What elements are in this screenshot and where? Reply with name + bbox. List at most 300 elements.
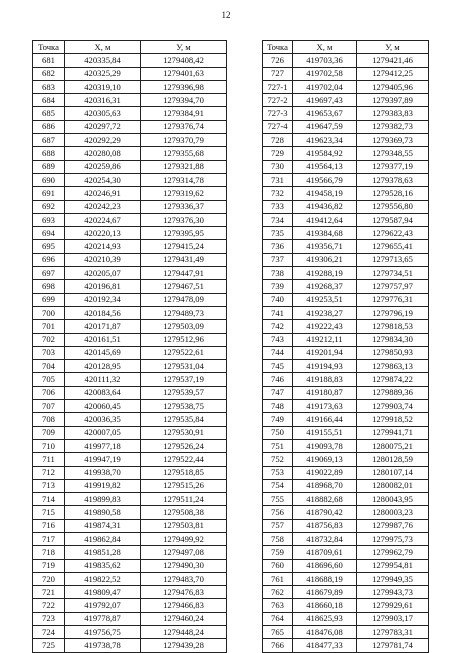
cell-x: 419938,70 (65, 466, 141, 479)
cell-point: 720 (33, 572, 65, 585)
cell-y: 1279949,35 (357, 572, 429, 585)
table-row (33, 466, 227, 479)
cell-point: 766 (263, 639, 293, 652)
table-row (33, 400, 227, 413)
cell-point: 700 (33, 306, 65, 319)
table-row (263, 160, 429, 173)
cell-point: 728 (263, 134, 293, 147)
cell-x: 419188,83 (293, 373, 357, 386)
cell-point: 762 (263, 586, 293, 599)
cell-y: 1279903,17 (357, 612, 429, 625)
table-body (263, 54, 429, 652)
cell-x: 420316,31 (65, 94, 141, 107)
cell-y: 1279515,26 (141, 479, 227, 492)
cell-y: 1279783,31 (357, 626, 429, 639)
cell-x: 420214,93 (65, 240, 141, 253)
cell-y: 1280082,01 (357, 479, 429, 492)
cell-y: 1279734,51 (357, 267, 429, 280)
cell-x: 419899,83 (65, 493, 141, 506)
cell-point: 703 (33, 346, 65, 359)
cell-y: 1280003,23 (357, 506, 429, 519)
table-row (263, 373, 429, 386)
cell-x: 420184,56 (65, 306, 141, 319)
cell-y: 1279395,95 (141, 227, 227, 240)
cell-y: 1279522,44 (141, 453, 227, 466)
table-row (33, 267, 227, 280)
cell-x: 419703,36 (293, 54, 357, 67)
cell-point: 708 (33, 413, 65, 426)
cell-x: 419874,31 (65, 519, 141, 532)
cell-y: 1280107,14 (357, 466, 429, 479)
table-row (263, 413, 429, 426)
cell-x: 420319,10 (65, 80, 141, 93)
cell-point: 701 (33, 320, 65, 333)
table-row (33, 94, 227, 107)
cell-y: 1279466,83 (141, 599, 227, 612)
cell-y: 1279382,73 (357, 120, 429, 133)
cell-point: 683 (33, 80, 65, 93)
cell-y: 1279383,83 (357, 107, 429, 120)
cell-y: 1279776,31 (357, 293, 429, 306)
column-header-point: Точка (33, 41, 65, 54)
cell-point: 727-1 (263, 80, 293, 93)
table-row (263, 120, 429, 133)
cell-x: 419919,82 (65, 479, 141, 492)
cell-point: 734 (263, 213, 293, 226)
cell-point: 723 (33, 612, 65, 625)
cell-point: 760 (263, 559, 293, 572)
cell-x: 419212,11 (293, 333, 357, 346)
cell-point: 695 (33, 240, 65, 253)
cell-y: 1279941,71 (357, 426, 429, 439)
cell-y: 1279530,91 (141, 426, 227, 439)
table-row (33, 426, 227, 439)
cell-y: 1279321,88 (141, 160, 227, 173)
table-row (263, 426, 429, 439)
cell-y: 1279757,97 (357, 280, 429, 293)
cell-y: 1279903,74 (357, 400, 429, 413)
table-row (263, 506, 429, 519)
cell-x: 420060,45 (65, 400, 141, 413)
cell-y: 1279384,91 (141, 107, 227, 120)
table-row (263, 599, 429, 612)
table-row (263, 360, 429, 373)
cell-y: 1279889,36 (357, 386, 429, 399)
table-row (263, 187, 429, 200)
cell-x: 418709,61 (293, 546, 357, 559)
cell-x: 419584,92 (293, 147, 357, 160)
cell-point: 688 (33, 147, 65, 160)
cell-point: 716 (33, 519, 65, 532)
table-row (33, 599, 227, 612)
cell-x: 419238,27 (293, 306, 357, 319)
cell-point: 739 (263, 280, 293, 293)
cell-x: 420196,81 (65, 280, 141, 293)
cell-x: 419835,62 (65, 559, 141, 572)
cell-x: 418968,70 (293, 479, 357, 492)
table-row (263, 306, 429, 319)
cell-y: 1279394,70 (141, 94, 227, 107)
table-row (33, 147, 227, 160)
cell-point: 710 (33, 439, 65, 452)
cell-x: 419022,89 (293, 466, 357, 479)
cell-y: 1279535,84 (141, 413, 227, 426)
table-row (263, 546, 429, 559)
table-row (33, 586, 227, 599)
cell-point: 735 (263, 227, 293, 240)
cell-x: 419702,04 (293, 80, 357, 93)
table-row (263, 107, 429, 120)
cell-x: 420083,64 (65, 386, 141, 399)
cell-y: 1279412,25 (357, 67, 429, 80)
cell-x: 420220,13 (65, 227, 141, 240)
cell-x: 420297,72 (65, 120, 141, 133)
cell-x: 420246,91 (65, 187, 141, 200)
cell-y: 1279587,94 (357, 213, 429, 226)
cell-y: 1279943,73 (357, 586, 429, 599)
table-row (263, 200, 429, 213)
cell-x: 419173,63 (293, 400, 357, 413)
cell-point: 702 (33, 333, 65, 346)
cell-point: 756 (263, 506, 293, 519)
cell-y: 1279556,80 (357, 200, 429, 213)
cell-point: 686 (33, 120, 65, 133)
cell-point: 733 (263, 200, 293, 213)
table-row (33, 54, 227, 67)
table-row (263, 439, 429, 452)
cell-x: 419356,71 (293, 240, 357, 253)
cell-point: 692 (33, 200, 65, 213)
table-row (33, 506, 227, 519)
cell-y: 1279796,19 (357, 306, 429, 319)
cell-x: 418679,89 (293, 586, 357, 599)
cell-point: 697 (33, 267, 65, 280)
cell-y: 1279489,73 (141, 306, 227, 319)
cell-x: 420161,51 (65, 333, 141, 346)
cell-point: 727-4 (263, 120, 293, 133)
cell-x: 419194,93 (293, 360, 357, 373)
cell-point: 758 (263, 532, 293, 545)
table-row (33, 572, 227, 585)
cell-x: 419890,58 (65, 506, 141, 519)
cell-x: 418732,84 (293, 532, 357, 545)
table-row (33, 519, 227, 532)
cell-point: 690 (33, 173, 65, 186)
table-row (33, 227, 227, 240)
cell-point: 737 (263, 253, 293, 266)
cell-point: 724 (33, 626, 65, 639)
cell-point: 727-2 (263, 94, 293, 107)
page-number: 12 (221, 10, 231, 20)
cell-y: 1279818,53 (357, 320, 429, 333)
table-row (263, 479, 429, 492)
table-row (33, 612, 227, 625)
cell-y: 1279431,49 (141, 253, 227, 266)
cell-point: 711 (33, 453, 65, 466)
table-row (33, 80, 227, 93)
cell-y: 1279401,63 (141, 67, 227, 80)
cell-x: 420007,05 (65, 426, 141, 439)
cell-x: 419384,68 (293, 227, 357, 240)
cell-point: 715 (33, 506, 65, 519)
table-row (33, 439, 227, 452)
cell-x: 418625,93 (293, 612, 357, 625)
table-row (33, 639, 227, 652)
cell-x: 419809,47 (65, 586, 141, 599)
cell-x: 420242,23 (65, 200, 141, 213)
table-row (263, 293, 429, 306)
table-header-row (263, 41, 429, 54)
cell-y: 1279503,09 (141, 320, 227, 333)
cell-y: 1280043,95 (357, 493, 429, 506)
cell-y: 1279781,74 (357, 639, 429, 652)
table-row (263, 333, 429, 346)
cell-y: 1279522,61 (141, 346, 227, 359)
cell-x: 420145,69 (65, 346, 141, 359)
table-row (263, 519, 429, 532)
cell-x: 420171,87 (65, 320, 141, 333)
table-header-row (33, 41, 227, 54)
cell-point: 732 (263, 187, 293, 200)
cell-y: 1279397,89 (357, 94, 429, 107)
table-row (33, 213, 227, 226)
cell-point: 696 (33, 253, 65, 266)
cell-x: 419697,43 (293, 94, 357, 107)
cell-x: 419180,87 (293, 386, 357, 399)
table-row (263, 626, 429, 639)
cell-y: 1279408,42 (141, 54, 227, 67)
table-row (263, 134, 429, 147)
cell-x: 419166,44 (293, 413, 357, 426)
cell-y: 1279508,38 (141, 506, 227, 519)
cell-x: 419756,75 (65, 626, 141, 639)
cell-x: 420111,32 (65, 373, 141, 386)
cell-y: 1279863,13 (357, 360, 429, 373)
cell-point: 691 (33, 187, 65, 200)
cell-y: 1279713,65 (357, 253, 429, 266)
table-row (33, 253, 227, 266)
cell-x: 419702,58 (293, 67, 357, 80)
cell-point: 754 (263, 479, 293, 492)
table-row (33, 240, 227, 253)
table-row (263, 612, 429, 625)
table-row (263, 639, 429, 652)
cell-y: 1279512,96 (141, 333, 227, 346)
table-row (33, 346, 227, 359)
cell-point: 725 (33, 639, 65, 652)
cell-x: 419778,87 (65, 612, 141, 625)
cell-x: 418882,68 (293, 493, 357, 506)
cell-point: 693 (33, 213, 65, 226)
cell-point: 712 (33, 466, 65, 479)
cell-point: 718 (33, 546, 65, 559)
cell-point: 740 (263, 293, 293, 306)
cell-x: 418790,42 (293, 506, 357, 519)
cell-y: 1279467,51 (141, 280, 227, 293)
table-row (33, 67, 227, 80)
cell-point: 743 (263, 333, 293, 346)
cell-y: 1279483,70 (141, 572, 227, 585)
table-row (263, 173, 429, 186)
table-row (33, 160, 227, 173)
cell-y: 1279460,24 (141, 612, 227, 625)
cell-x: 419201,94 (293, 346, 357, 359)
table-row (33, 360, 227, 373)
cell-y: 1279511,24 (141, 493, 227, 506)
cell-point: 741 (263, 306, 293, 319)
cell-x: 420210,39 (65, 253, 141, 266)
cell-x: 419222,43 (293, 320, 357, 333)
cell-y: 1279319,62 (141, 187, 227, 200)
cell-x: 420305,63 (65, 107, 141, 120)
cell-x: 420335,84 (65, 54, 141, 67)
cell-point: 717 (33, 532, 65, 545)
cell-y: 1279537,19 (141, 373, 227, 386)
cell-x: 419093,78 (293, 439, 357, 452)
cell-point: 765 (263, 626, 293, 639)
cell-y: 1279850,93 (357, 346, 429, 359)
cell-y: 1280128,59 (357, 453, 429, 466)
table-row (263, 532, 429, 545)
table-row (263, 346, 429, 359)
table-row (263, 466, 429, 479)
cell-y: 1279528,16 (357, 187, 429, 200)
table-row (33, 107, 227, 120)
cell-x: 419458,19 (293, 187, 357, 200)
table-row (263, 213, 429, 226)
cell-point: 759 (263, 546, 293, 559)
cell-x: 418688,19 (293, 572, 357, 585)
cell-x: 419947,19 (65, 453, 141, 466)
table-row (33, 493, 227, 506)
cell-point: 742 (263, 320, 293, 333)
cell-y: 1279518,85 (141, 466, 227, 479)
cell-y: 1279954,81 (357, 559, 429, 572)
cell-y: 1279962,79 (357, 546, 429, 559)
cell-y: 1279622,43 (357, 227, 429, 240)
coordinates-table-right (262, 40, 429, 653)
cell-point: 729 (263, 147, 293, 160)
cell-y: 1279369,73 (357, 134, 429, 147)
cell-y: 1279396,98 (141, 80, 227, 93)
cell-x: 418660,18 (293, 599, 357, 612)
cell-y: 1279503,81 (141, 519, 227, 532)
cell-x: 418696,60 (293, 559, 357, 572)
cell-y: 1279314,78 (141, 173, 227, 186)
cell-point: 755 (263, 493, 293, 506)
cell-x: 420205,07 (65, 267, 141, 280)
cell-x: 419566,79 (293, 173, 357, 186)
cell-x: 419306,21 (293, 253, 357, 266)
column-header-point: Точка (263, 41, 293, 54)
cell-x: 419977,18 (65, 439, 141, 452)
table-row (33, 187, 227, 200)
cell-point: 761 (263, 572, 293, 585)
column-header-y: У, м (141, 41, 227, 54)
table-row (33, 333, 227, 346)
cell-y: 1279834,30 (357, 333, 429, 346)
cell-x: 418477,33 (293, 639, 357, 652)
cell-y: 1279415,24 (141, 240, 227, 253)
cell-point: 698 (33, 280, 65, 293)
cell-y: 1279448,24 (141, 626, 227, 639)
cell-point: 731 (263, 173, 293, 186)
cell-point: 763 (263, 599, 293, 612)
cell-point: 681 (33, 54, 65, 67)
cell-y: 1279377,19 (357, 160, 429, 173)
cell-x: 419069,13 (293, 453, 357, 466)
table-row (33, 134, 227, 147)
cell-x: 420224,67 (65, 213, 141, 226)
cell-point: 705 (33, 373, 65, 386)
table-row (263, 400, 429, 413)
table-row (263, 147, 429, 160)
table-row (33, 120, 227, 133)
cell-x: 420259,86 (65, 160, 141, 173)
cell-y: 1279539,57 (141, 386, 227, 399)
cell-point: 745 (263, 360, 293, 373)
cell-y: 1279987,76 (357, 519, 429, 532)
cell-x: 419862,84 (65, 532, 141, 545)
cell-point: 748 (263, 400, 293, 413)
cell-x: 419436,82 (293, 200, 357, 213)
cell-x: 418476,08 (293, 626, 357, 639)
cell-x: 419268,37 (293, 280, 357, 293)
table-row (33, 373, 227, 386)
table-row (263, 280, 429, 293)
table-row (263, 320, 429, 333)
cell-point: 727 (263, 67, 293, 80)
cell-point: 709 (33, 426, 65, 439)
cell-point: 764 (263, 612, 293, 625)
cell-y: 1279526,24 (141, 439, 227, 452)
coordinates-table-left (32, 40, 227, 653)
table-row (33, 559, 227, 572)
cell-x: 419288,19 (293, 267, 357, 280)
table-row (263, 453, 429, 466)
cell-point: 699 (33, 293, 65, 306)
cell-point: 704 (33, 360, 65, 373)
table-row (263, 493, 429, 506)
cell-point: 753 (263, 466, 293, 479)
column-header-x: Х, м (65, 41, 141, 54)
cell-y: 1279490,30 (141, 559, 227, 572)
cell-y: 1279874,22 (357, 373, 429, 386)
cell-point: 757 (263, 519, 293, 532)
cell-point: 749 (263, 413, 293, 426)
cell-y: 1279655,41 (357, 240, 429, 253)
cell-x: 420192,34 (65, 293, 141, 306)
table-row (33, 546, 227, 559)
table-row (33, 320, 227, 333)
cell-x: 420280,08 (65, 147, 141, 160)
table-row (33, 293, 227, 306)
table-row (263, 559, 429, 572)
cell-x: 419653,67 (293, 107, 357, 120)
table-row (263, 54, 429, 67)
cell-point: 736 (263, 240, 293, 253)
cell-y: 1279497,08 (141, 546, 227, 559)
table-row (33, 479, 227, 492)
cell-point: 752 (263, 453, 293, 466)
cell-point: 684 (33, 94, 65, 107)
table-row (263, 67, 429, 80)
cell-y: 1279370,79 (141, 134, 227, 147)
cell-y: 1279447,91 (141, 267, 227, 280)
table-row (33, 626, 227, 639)
table-row (263, 240, 429, 253)
table-row (263, 572, 429, 585)
